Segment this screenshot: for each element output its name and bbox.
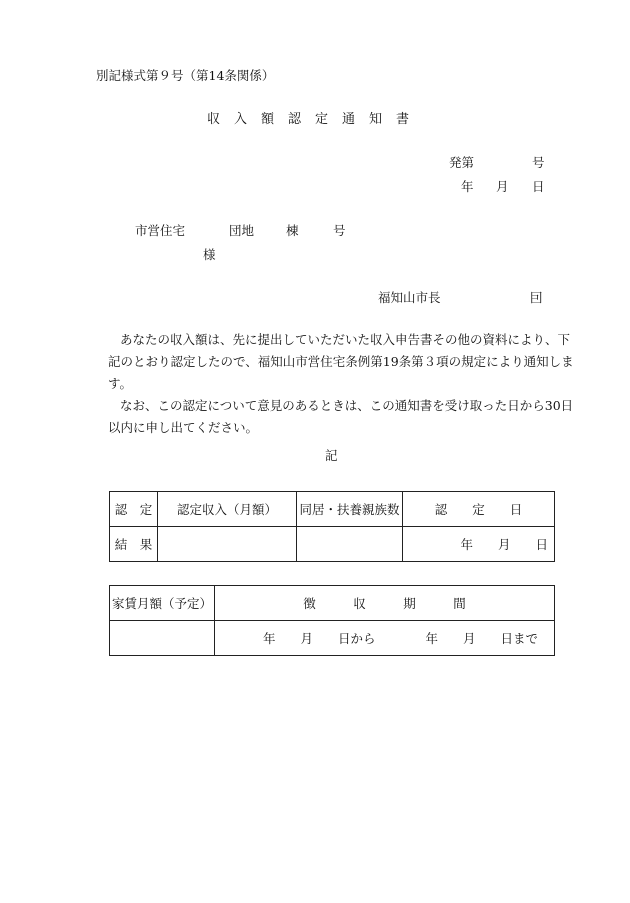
rent-amount-header: 家賃月額（予定） — [110, 586, 215, 621]
family-count-header: 同居・扶養親族数 — [297, 492, 403, 527]
addressee-housing: 市営住宅 — [135, 223, 186, 238]
form-label: 別記様式第９号（第14条関係） — [96, 68, 275, 83]
addressee-honorific: 様 — [203, 247, 216, 262]
assessment-result-header-bottom: 結 果 — [110, 527, 158, 562]
body-paragraph-1: あなたの収入額は、先に提出していただいた収入申告書その他の資料により、下記のとおり認定したので、福知山市営住宅条例第19条第３項の規定により通知します。 — [108, 332, 574, 391]
certification-date-header: 認 定 日 — [403, 492, 555, 527]
ki-heading: 記 — [325, 448, 338, 463]
issue-number-prefix: 発第 — [449, 155, 475, 170]
assessment-table — [109, 491, 555, 562]
issue-date-day: 日 — [532, 179, 545, 194]
rent-table — [109, 585, 555, 656]
certification-date-cell[interactable]: 年 月 日 — [403, 527, 555, 562]
body-paragraph-2: なお、この認定について意見のあるときは、この通知書を受け取った日から30日以内に申し出てください。 — [108, 398, 574, 435]
family-count-cell[interactable] — [297, 527, 403, 562]
collection-period-cell[interactable]: 年 月 日から 年 月 日まで — [215, 621, 555, 656]
body-text — [108, 329, 580, 439]
issue-number-suffix: 号 — [532, 155, 545, 170]
addressee-room: 号 — [333, 223, 346, 238]
certified-income-header: 認定収入（月額） — [158, 492, 297, 527]
issue-date-month: 月 — [496, 179, 509, 194]
document-title: 収入額認定通知書 — [206, 112, 423, 127]
assessment-result-header-top: 認 定 — [110, 492, 158, 527]
issue-date-year: 年 — [461, 179, 474, 194]
collection-period-header: 徴 収 期 間 — [215, 586, 555, 621]
rent-amount-cell[interactable] — [110, 621, 215, 656]
addressee-building: 棟 — [286, 223, 299, 238]
certified-income-cell[interactable] — [158, 527, 297, 562]
issuer-name: 福知山市長 — [378, 290, 441, 305]
addressee-danchi: 団地 — [229, 223, 255, 238]
issuer-seal: 囙 — [530, 290, 543, 305]
